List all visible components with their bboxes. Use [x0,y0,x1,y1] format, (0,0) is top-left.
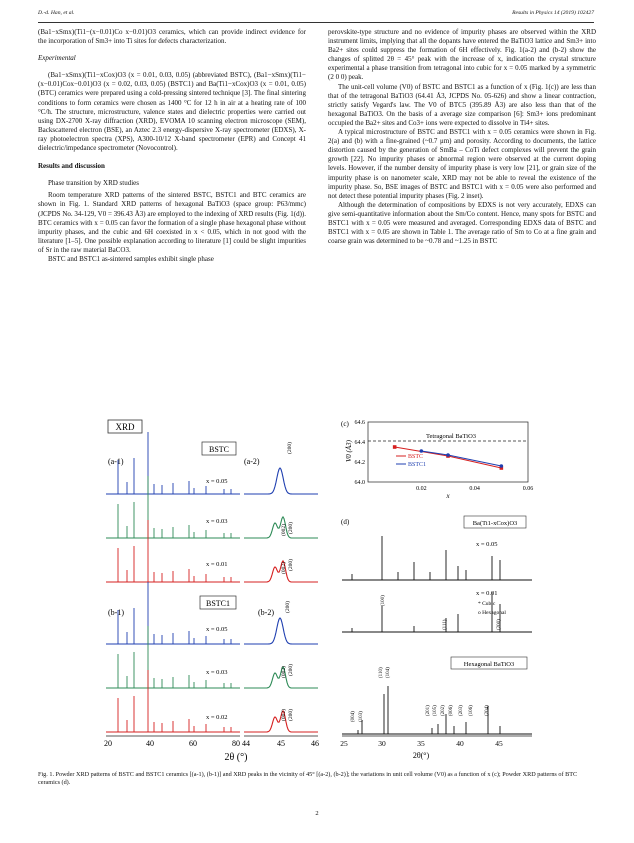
peak-200-a1: (200) [288,559,294,571]
hex-peak-label: (104) [386,667,391,678]
right-paragraph-3: A typical microstructure of BSTC and BSTC1 with x = 0.05 ceramics were shown in Fig. 2(a) and (b) with a fine-grained (~0.7 μm) and porosity. According to documents, the lattice distortion caused by the generation of SmBa – CoTi defect complexes will prevent the grain growth [22]. No impurity phases or abnormal region were observed at the current doping levels. However, if the number density of impurity phase is very low [21], or grain size of the impurity phase is on nanometer scale, XRD may not be able to reveal the existence of the impurity phase. So, BSE images of BSTC and BSTC1 with x = 0.05 were also performed and not detect these potential impurity phases (Fig. 2 inset). [328,128,596,200]
d-x05-label: x = 0.05 [476,541,498,548]
panel-b2-label: (b-2) [258,608,274,617]
hex-peak-label: (004) [351,711,356,722]
running-header-journal: Results in Physics 14 (2019) 102427 [512,10,594,16]
right-paragraph-4: Although the determination of compositions by EDXS is not very accurately, EDXS can give semi-quantitative information about the Sm/Co content. Hence, many spots for BSTC and BSTC1 with x = 0.05 were measured and averaged. Corresponding EDXS data of BSTC and BSTC1 with x = 0.05 are shown in Table 1. The average ratio of Sm to Co at a fine grain and coarse grain was determined to be ~0.78 and ~1.25 in BSTC [328,200,596,246]
peak-200-b3: (200) [288,709,294,721]
subsection-heading: Phase transition by XRD studies [48,179,139,188]
volume-plot-frame [368,422,528,482]
hex-peak-label: (203) [459,705,464,716]
figure-1 [96,416,536,776]
x-axis-label-left: 2θ (°) [224,752,248,763]
tetragonal-label: Tetragonal BaTiO3 [426,433,477,440]
btc-label: Ba(Ti1-xCox)O3 [472,520,518,527]
d-x01-label: x = 0.01 [476,590,498,597]
right-paragraph-1: perovskite-type structure and no evidence of impurity phases are observed within the XRD instrument limits, implying that all the dopants have entered the BaTiO3 lattice and Sm3+ into Ba2+ sites could suppress the formation of 6H effectively. Fig. 1(a-2) and (b-2) show the changes of splitted 2θ = 45° peak with the increase of x, indication the crystal structure experimental a phase transition from tetragonal into cubic for x = 0.05 marked by a symmetric (2 0 0) peak. [328,28,596,82]
legend-label-bstc1: BSTC1 [408,462,427,468]
xtick-46: 46 [311,739,319,748]
bstc-point [393,445,397,449]
panel-a2-label: (a-2) [244,457,260,466]
d-xtick-40: 40 [456,739,464,748]
a-label-1: x = 0.05 [206,478,228,485]
bstc1-point [500,464,504,468]
right-paragraph-2: The unit-cell volume (V0) of BSTC and BSTC1 as a function of x (Fig. 1(c)) are less than that of the tetragonal BaTiO3 (64.41 Å3, JCPDS No. 05-626) and show a linear contraction, strictly satisfy Vegard's law. The V0 of BTC5 (395.89 Å3) are also less than that of the hexagonal BaTiO3. On the basis of a average size comparison [6]: Sm3+ ions predominant occupied the Ba2+ sites and Co3+ ions were expected to dissolve in Ti4+ sites. [328,82,596,127]
xrd-pattern-4 [106,582,240,644]
running-header-authors: D.-d. Han, et al. [38,10,75,16]
results-heading: Results and discussion [38,162,105,171]
cubic-peak-label: (111) [443,619,448,630]
c-xlabel: x [446,492,450,500]
peak-200-a: (200) [287,442,293,454]
xrd-peak-4 [244,618,318,644]
b-label-3: x = 0.02 [206,714,228,721]
d-xtick-30: 30 [378,739,386,748]
hex-peak-label: (110) [379,667,384,678]
d-x-axis-label: 2θ(°) [412,751,430,760]
experimental-paragraph: (Ba1−xSmx)(Ti1−xCox)O3 (x = 0.01, 0.03, 0.05) (abbreviated BSTC), (Ba1−xSmx)(Ti1−(x−0.01)Cox−0.01)O3 (x = 0.02, 0.03, 0.05) (BSTC1) and Ba(Ti1−xCox)O3 (x = 0.01, 0.05) (BTC) ceramics were prepared using a cold-pressing sintered technique [3]. The final sintering conditions to form ceramics were chosen as 1400 °C for 12 h in air at a heating rate of 100 °C/h. The structure, microstructure, valence states and dielectric properties were carried out using DX-2700 X-ray diffraction (XRD), EVOMA 10 scanning electron microscope (SEM), Backscattered electron (BSE), an Aztec 2.3 energy-dispersive X-ray spectrometer (EDXS), X-ray photoelectron spectra (XPS), A300-10/12 X-band spectrometer (EPR) and Concept 41 dielectric/impedance spectrometer (Novocontrol). [38,71,306,153]
d-legend-hex: o Hexagonal [478,610,506,616]
xtick-40: 40 [146,739,154,748]
d-xtick-45: 45 [495,739,503,748]
hex-peak-label: (201) [426,705,431,716]
btc-x05-trace [342,536,532,580]
xtick-20: 20 [104,739,112,748]
c-xtick: 0.04 [469,486,480,492]
xrd-label: XRD [115,422,135,432]
a-label-3: x = 0.01 [206,561,228,568]
xtick-45: 45 [277,739,285,748]
panel-a1-label: (a-1) [108,457,124,466]
b-label-1: x = 0.05 [206,626,228,633]
c-xtick: 0.02 [416,486,427,492]
peak-200-b2: (200) [288,664,294,676]
cubic-peak-label: (100) [381,595,386,606]
results-paragraph-2: BSTC and BSTC1 as-sintered samples exhibit single phase [48,254,214,263]
hex-peak-label: (105) [433,705,438,716]
c-ytick: 64.6 [354,420,365,426]
hex-peak-label: (103) [359,711,364,722]
xtick-80: 80 [232,739,240,748]
page-number: 2 [315,810,319,817]
figure-caption: Fig. 1. Powder XRD patterns of BSTC and BSTC1 ceramics [(a-1), (b-1)] and XRD peaks in the vicinity of 45° [(a-2), (b-2)]; the variations in unit cell volume (V0) as a function of x (c); Powder XRD patterns of BTC ceramics (d). [38,771,578,786]
hex-peak-label: (106) [469,705,474,716]
b-label-2: x = 0.03 [206,669,228,676]
volume-plot [345,420,533,500]
results-paragraph-1: Room temperature XRD patterns of the sintered BSTC, BSTC1 and BTC ceramics are shown in Fig. 1. Standard XRD patterns of hexagonal BaTiO3 (space group: P63/mmc) (JCPDS No. 34-129, V0 = 396.43 Å3) are employed to the indexing of XRD results (Fig. 1(d)). BTC ceramics with x = 0.05 can favor the formation of a single phase hexagonal phase without impurity phases, and the cubic and 6H coexisted in x < 0.05, which in not good with the literature [1–5]. One possible explanation according to literature [1] could be slight impurities of Sr in the raw material BaCO3. [38,191,306,254]
xrd-traces [106,432,318,732]
d-xtick-25: 25 [340,739,348,748]
c-ytick: 64.2 [354,460,365,466]
hex-peak-label: (006) [449,705,454,716]
header-rule [38,22,594,23]
peak-002-a1: (002) [281,562,287,574]
legend-label-bstc: BSTC [408,454,424,460]
peak-200-a3: (200) [288,522,294,534]
bstc1-label: BSTC1 [205,599,231,608]
panel-d-label: (d) [341,518,350,526]
a-label-2: x = 0.03 [206,518,228,525]
xrd-peak-1 [244,468,318,494]
hex-label: Hexagonal BaTiO3 [463,661,515,668]
panel-b1-label: (b-1) [108,608,124,617]
peak-002-b3: (002) [281,709,287,721]
xtick-60: 60 [189,739,197,748]
bstc1-point [420,449,424,453]
btc-xrd-traces [342,536,532,734]
bstc-label: BSTC [208,445,230,454]
bstc1-point [446,453,450,457]
c-ylabel: V0 (Å3) [345,440,353,462]
peak-002-b2: (002) [281,666,287,678]
left-column [38,28,306,264]
d-xtick-35: 35 [417,739,425,748]
d-legend-cubic: * Cubic [478,601,496,607]
panel-c-label: (c) [341,420,349,428]
xtick-44: 44 [242,739,250,748]
c-xtick: 0.06 [522,486,534,492]
hex-peak-label: (202) [441,705,446,716]
intro-paragraph: (Ba1−xSmx)(Ti1−(x−0.01)Co x−0.01)O3 ceramics, which can provide indirect evidence for the incorporation of Sm3+ into Ti sites for defects characterization. [38,28,306,46]
peak-002-a3: (002) [281,524,287,536]
c-ytick: 64.0 [354,480,365,486]
c-ytick: 64.4 [354,440,365,446]
experimental-heading: Experimental [38,54,76,63]
cubic-peak-label: (200) [497,619,502,630]
hex-peak-label: (204) [485,705,490,716]
peak-200-b: (200) [285,601,291,613]
right-column [328,28,596,246]
